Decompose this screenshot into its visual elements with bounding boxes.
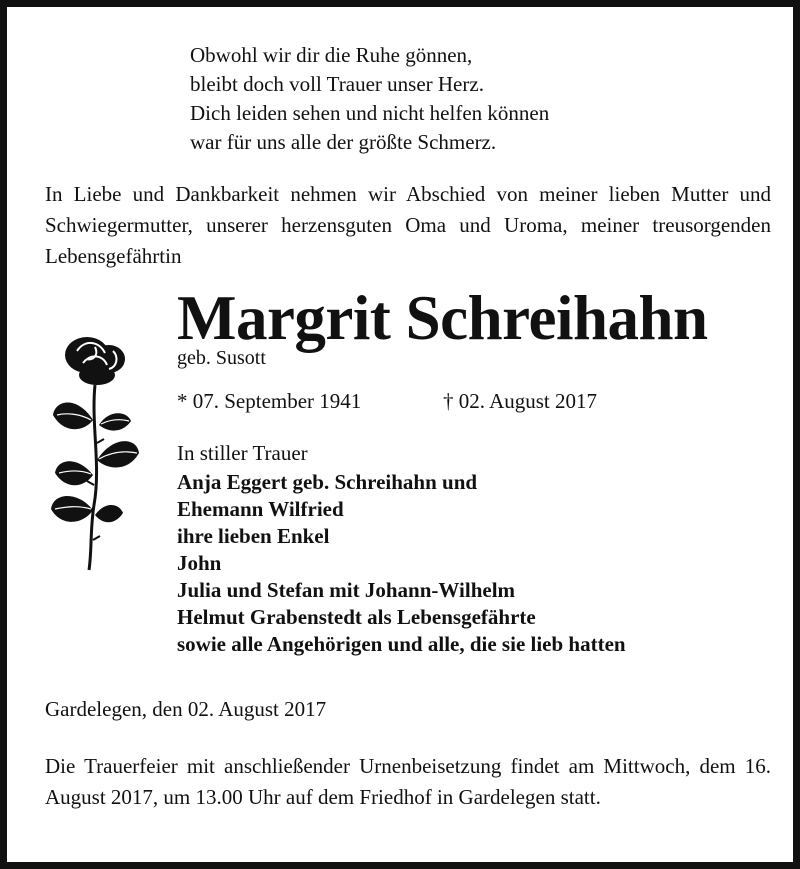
- poem-line: Obwohl wir dir die Ruhe gönnen,: [190, 43, 473, 67]
- death-date: † 02. August 2017: [443, 389, 598, 413]
- poem: [190, 41, 549, 157]
- mourner-line: ihre lieben Enkel: [177, 524, 330, 548]
- place-date: Gardelegen, den 02. August 2017: [45, 697, 327, 721]
- poem-line: Dich leiden sehen und nicht helfen können: [190, 101, 550, 125]
- mourner-line: Ehemann Wilfried: [177, 497, 344, 521]
- poem-line: war für uns alle der größte Schmerz.: [190, 130, 497, 154]
- mourner-line: John: [177, 551, 222, 575]
- poem-line: bleibt doch voll Trauer unser Herz.: [190, 72, 484, 96]
- maiden-name: geb. Susott: [177, 347, 266, 369]
- intro-text: In Liebe und Dankbarkeit nehmen wir Abschied von meiner lieben Mutter und Schwiegermutter, unserer herzensguten Oma und Uroma, meiner treusorgenden Lebensgefährtin: [45, 182, 771, 268]
- mourner-line: Julia und Stefan mit Johann-Wilhelm: [177, 578, 516, 602]
- service-info: Die Trauerfeier mit anschließender Urnenbeisetzung findet am Mittwoch, dem 16. August 2017, um 13.00 Uhr auf dem Friedhof in Gardelegen statt.: [45, 754, 771, 809]
- mourning-heading: In stiller Trauer: [177, 441, 308, 465]
- birth-date: * 07. September 1941: [177, 389, 362, 413]
- mourners-list: [177, 469, 626, 658]
- mourner-line: sowie alle Angehörigen und alle, die sie lieb hatten: [177, 632, 626, 656]
- mourner-line: Helmut Grabenstedt als Lebensgefährte: [177, 605, 536, 629]
- deceased-name: Margrit Schreihahn: [177, 283, 708, 353]
- mourner-line: Anja Eggert geb. Schreihahn und: [177, 470, 478, 494]
- rose-icon: [47, 325, 147, 575]
